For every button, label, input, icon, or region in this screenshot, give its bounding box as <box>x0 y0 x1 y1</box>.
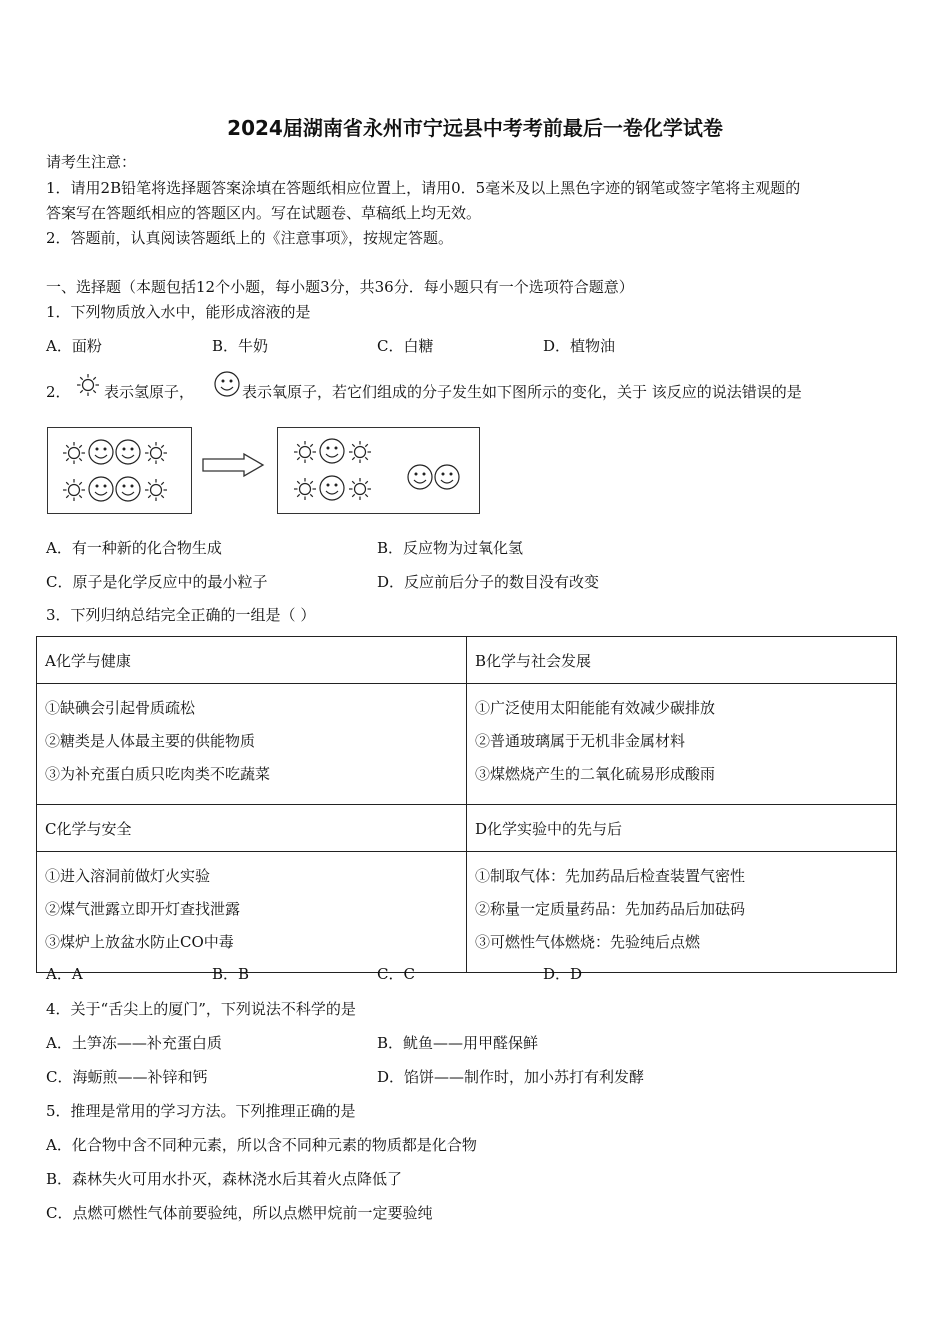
q1-option-b: B．牛奶 <box>212 337 269 355</box>
cell-a-item-2: ②糖类是人体最主要的供能物质 <box>45 732 256 750</box>
reactant-molecule-2 <box>63 477 167 501</box>
cell-b-item-1: ①广泛使用太阳能能有效减少碳排放 <box>475 699 716 717</box>
notice-line-1b: 答案写在答题纸相应的答题区内。写在试题卷、草稿纸上均无效。 <box>46 204 482 222</box>
q4-stem: 4．关于“舌尖上的厦门”，下列说法不科学的是 <box>46 1000 356 1018</box>
q1-option-a: A．面粉 <box>46 337 102 355</box>
reactant-molecule-1 <box>63 440 167 464</box>
q2-stem-part2: 表示氧原子，若它们组成的分子发生如下图所示的变化，关于 该反应的说法错误的是 <box>242 383 802 401</box>
q1-stem: 1．下列物质放入水中，能形成溶液的是 <box>46 303 311 321</box>
product-water-2 <box>294 476 371 500</box>
q4-option-a: A．土笋冻——补充蛋白质 <box>46 1034 222 1052</box>
cell-b-body <box>467 684 897 805</box>
cell-a-body <box>37 684 467 805</box>
section-heading: 一、选择题（本题包括12个小题，每小题3分，共36分．每小题只有一个选项符合题意） <box>46 278 634 296</box>
q4-option-c: C．海蛎煎——补锌和钙 <box>46 1068 208 1086</box>
reaction-arrow-icon <box>202 453 264 477</box>
q2-option-a: A．有一种新的化合物生成 <box>46 539 222 557</box>
cell-a-head: A化学与健康 <box>37 637 467 684</box>
cell-a-item-1: ①缺碘会引起骨质疏松 <box>45 699 196 717</box>
cell-b-item-3: ③煤燃烧产生的二氧化硫易形成酸雨 <box>475 765 716 783</box>
q1-option-d: D．植物油 <box>543 337 616 355</box>
q4-option-b: B．鱿鱼——用甲醛保鲜 <box>377 1034 539 1052</box>
cell-d-body <box>467 852 897 973</box>
cell-d-head: D化学实验中的先与后 <box>467 805 897 852</box>
notice-line-2: 2．答题前，认真阅读答题纸上的《注意事项》，按规定答题。 <box>46 229 454 247</box>
q2-num: 2． <box>46 383 71 401</box>
q3-option-b: B．B <box>212 965 250 983</box>
cell-c-head: C化学与安全 <box>37 805 467 852</box>
q1-option-c: C．白糖 <box>377 337 434 355</box>
q3-option-a: A．A <box>46 965 83 983</box>
q4-option-d: D．馅饼——制作时，加小苏打有利发酵 <box>377 1068 645 1086</box>
q2-option-b: B．反应物为过氧化氢 <box>377 539 524 557</box>
q5-stem: 5．推理是常用的学习方法。下列推理正确的是 <box>46 1102 356 1120</box>
notice-line-1a: 1．请用2B铅笔将选择题答案涂填在答题纸相应位置上，请用0．5毫米及以上黑色字迹的钢笔或签字笔将主观题的 <box>46 179 801 197</box>
cell-b-head: B化学与社会发展 <box>467 637 897 684</box>
hydrogen-atom-icon <box>74 372 102 400</box>
cell-c-item-3: ③煤炉上放盆水防止CO中毒 <box>45 933 234 951</box>
cell-d-item-3: ③可燃性气体燃烧：先验纯后点燃 <box>475 933 701 951</box>
oxygen-atom-icon <box>212 370 242 400</box>
q5-option-a: A．化合物中含不同种元素，所以含不同种元素的物质都是化合物 <box>46 1136 477 1154</box>
cell-c-item-1: ①进入溶洞前做灯火实验 <box>45 867 211 885</box>
cell-c-body <box>37 852 467 973</box>
q3-option-d: D．D <box>543 965 583 983</box>
q5-option-c: C．点燃可燃性气体前要验纯，所以点燃甲烷前一定要验纯 <box>46 1204 433 1222</box>
notice-heading: 请考生注意： <box>46 153 137 171</box>
product-oxygen <box>408 465 459 489</box>
q3-stem: 3．下列归纳总结完全正确的一组是（ ） <box>46 606 316 624</box>
q2-option-d: D．反应前后分子的数目没有改变 <box>377 573 600 591</box>
product-water-1 <box>294 439 371 463</box>
cell-c-item-2: ②煤气泄露立即开灯查找泄露 <box>45 900 241 918</box>
q2-option-c: C．原子是化学反应中的最小粒子 <box>46 573 268 591</box>
product-molecules <box>278 428 479 513</box>
cell-b-item-2: ②普通玻璃属于无机非金属材料 <box>475 732 686 750</box>
q3-option-c: C．C <box>377 965 415 983</box>
q2-stem-part1: 表示氢原子， <box>104 383 195 401</box>
cell-d-item-1: ①制取气体：先加药品后检查装置气密性 <box>475 867 746 885</box>
q5-option-b: B．森林失火可用水扑灭，森林浇水后其着火点降低了 <box>46 1170 403 1188</box>
products-box <box>277 427 480 514</box>
q3-table <box>36 636 897 973</box>
cell-d-item-2: ②称量一定质量药品：先加药品后加砝码 <box>475 900 746 918</box>
cell-a-item-3: ③为补充蛋白质只吃肉类不吃蔬菜 <box>45 765 271 783</box>
reactant-molecules <box>48 428 191 513</box>
reactants-box <box>47 427 192 514</box>
page-title: 2024届湖南省永州市宁远县中考考前最后一卷化学试卷 <box>227 116 723 140</box>
